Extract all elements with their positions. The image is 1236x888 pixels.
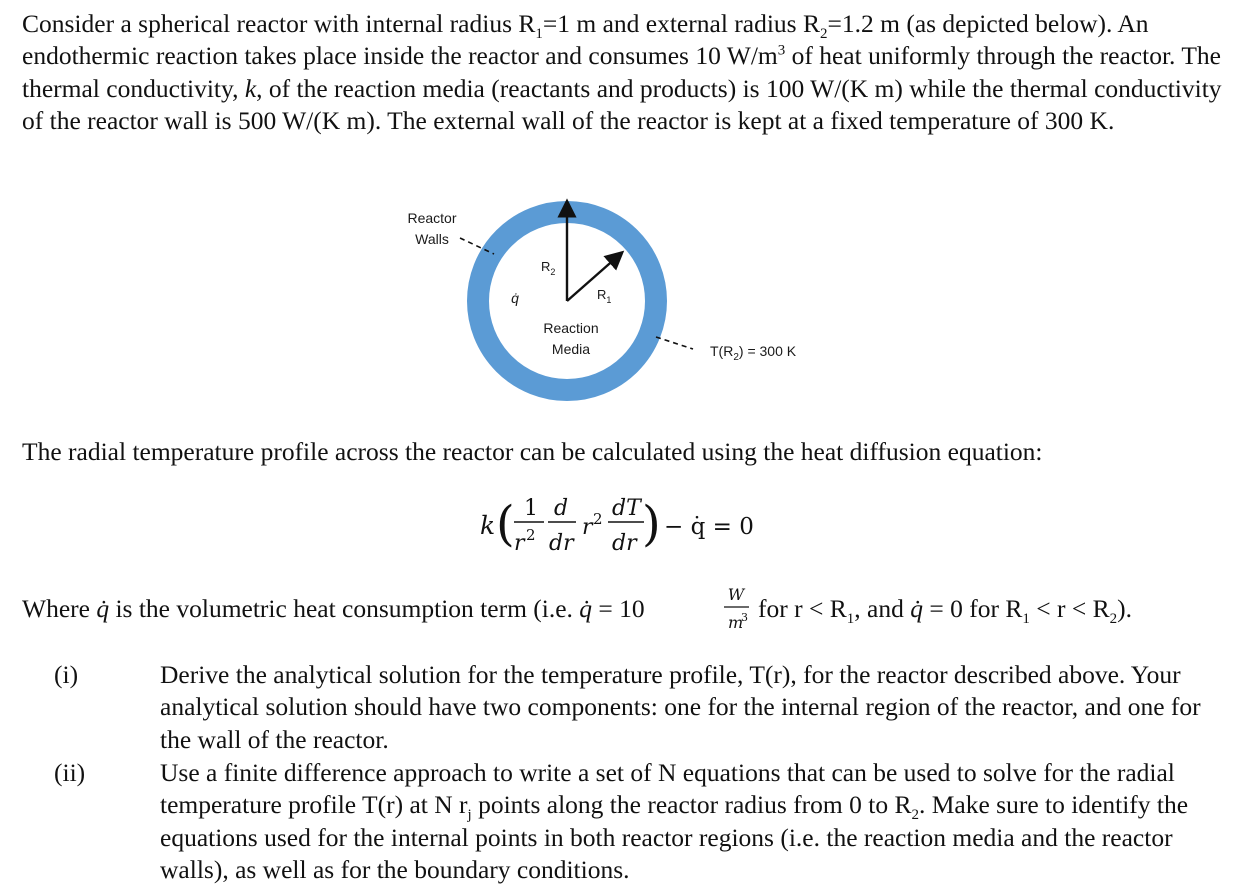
eq-one: 1 [524,496,538,521]
eq-r-mid: r [582,515,593,540]
intro-paragraph: Consider a spherical reactor with internal radius $R_1=1$ m and external radius $R_2=1.2$ m (as depicted below). An endothermic reaction takes place inside the reactor and consumes 10 $W/m^3$ of heat uniformly through the reactor. The thermal conductivity, k, of the reaction media (reactants and products) is 100 W/(K m) while the thermal conductivity of the reactor wall is 500 W/(K m). The external wall of the reactor is kept at a fixed temperature of 300 K. [22,9,1222,136]
question-number: (ii) [54,758,86,787]
where-text: Where q̇ is the volumetric heat consumption term (i.e. q̇ = 10 [22,594,645,623]
r1-label: $R_1$ [597,287,612,305]
heat-diffusion-equation [478,490,778,564]
eq-dr: dr [549,531,574,556]
eq-r-mid-exp: 2 [593,510,603,528]
where-frac-den-exp: 3 [741,611,748,624]
question-number: (i) [54,660,79,689]
eq-left-paren: ( [496,496,515,552]
question-text: Use a finite difference approach to write a set of N equations that can be used to solve for the radial temperature profile T(r) at N $r_j$ points along the reactor radius from 0 to $R_2$. Make sure to identify the equations used for the internal points in both reactor regions (i.e. the reaction media and the reactor walls), as well as for the boundary conditions. [160,758,1189,885]
question-text: Derive the analytical solution for the temperature profile, T(r), for the reactor described above. Your analytical solution should have two components: one for the internal region of the reactor, and one for the wall of the reactor. [160,660,1201,754]
boundary-condition-label: $T(R_2) = 300$ K [710,343,797,363]
eq-right-paren: ) [642,496,661,552]
r2-label: $R_2$ [541,259,556,277]
where-text-tail: for $r < R_1$, and q̇ = 0 for $R_1 < r < R_2$). [758,594,1132,627]
eq-dr2: dr [612,531,637,556]
where-line [22,584,1232,640]
eq-r2-den-exp: 2 [526,526,536,544]
eq-k: k [480,511,496,540]
eq-d: d [554,496,569,521]
walls-label-line2: Walls [415,231,449,247]
eq-dT: dT [612,496,641,521]
media-label-line2: Media [551,341,591,357]
profile-text: The radial temperature profile across the reactor can be calculated using the heat diffusion equation: [22,437,1043,466]
boundary-leader-line [656,337,693,349]
reactor-diagram [390,195,830,435]
eq-r2-den: r [514,531,525,556]
q-dot-label: q̇ [511,290,519,306]
where-frac-den: m [728,613,744,632]
where-frac-num: W [727,585,745,604]
walls-label-line1: Reactor [407,210,457,226]
eq-rhs: − q̇ = 0 [664,514,754,540]
media-label-line1: Reaction [543,320,599,336]
